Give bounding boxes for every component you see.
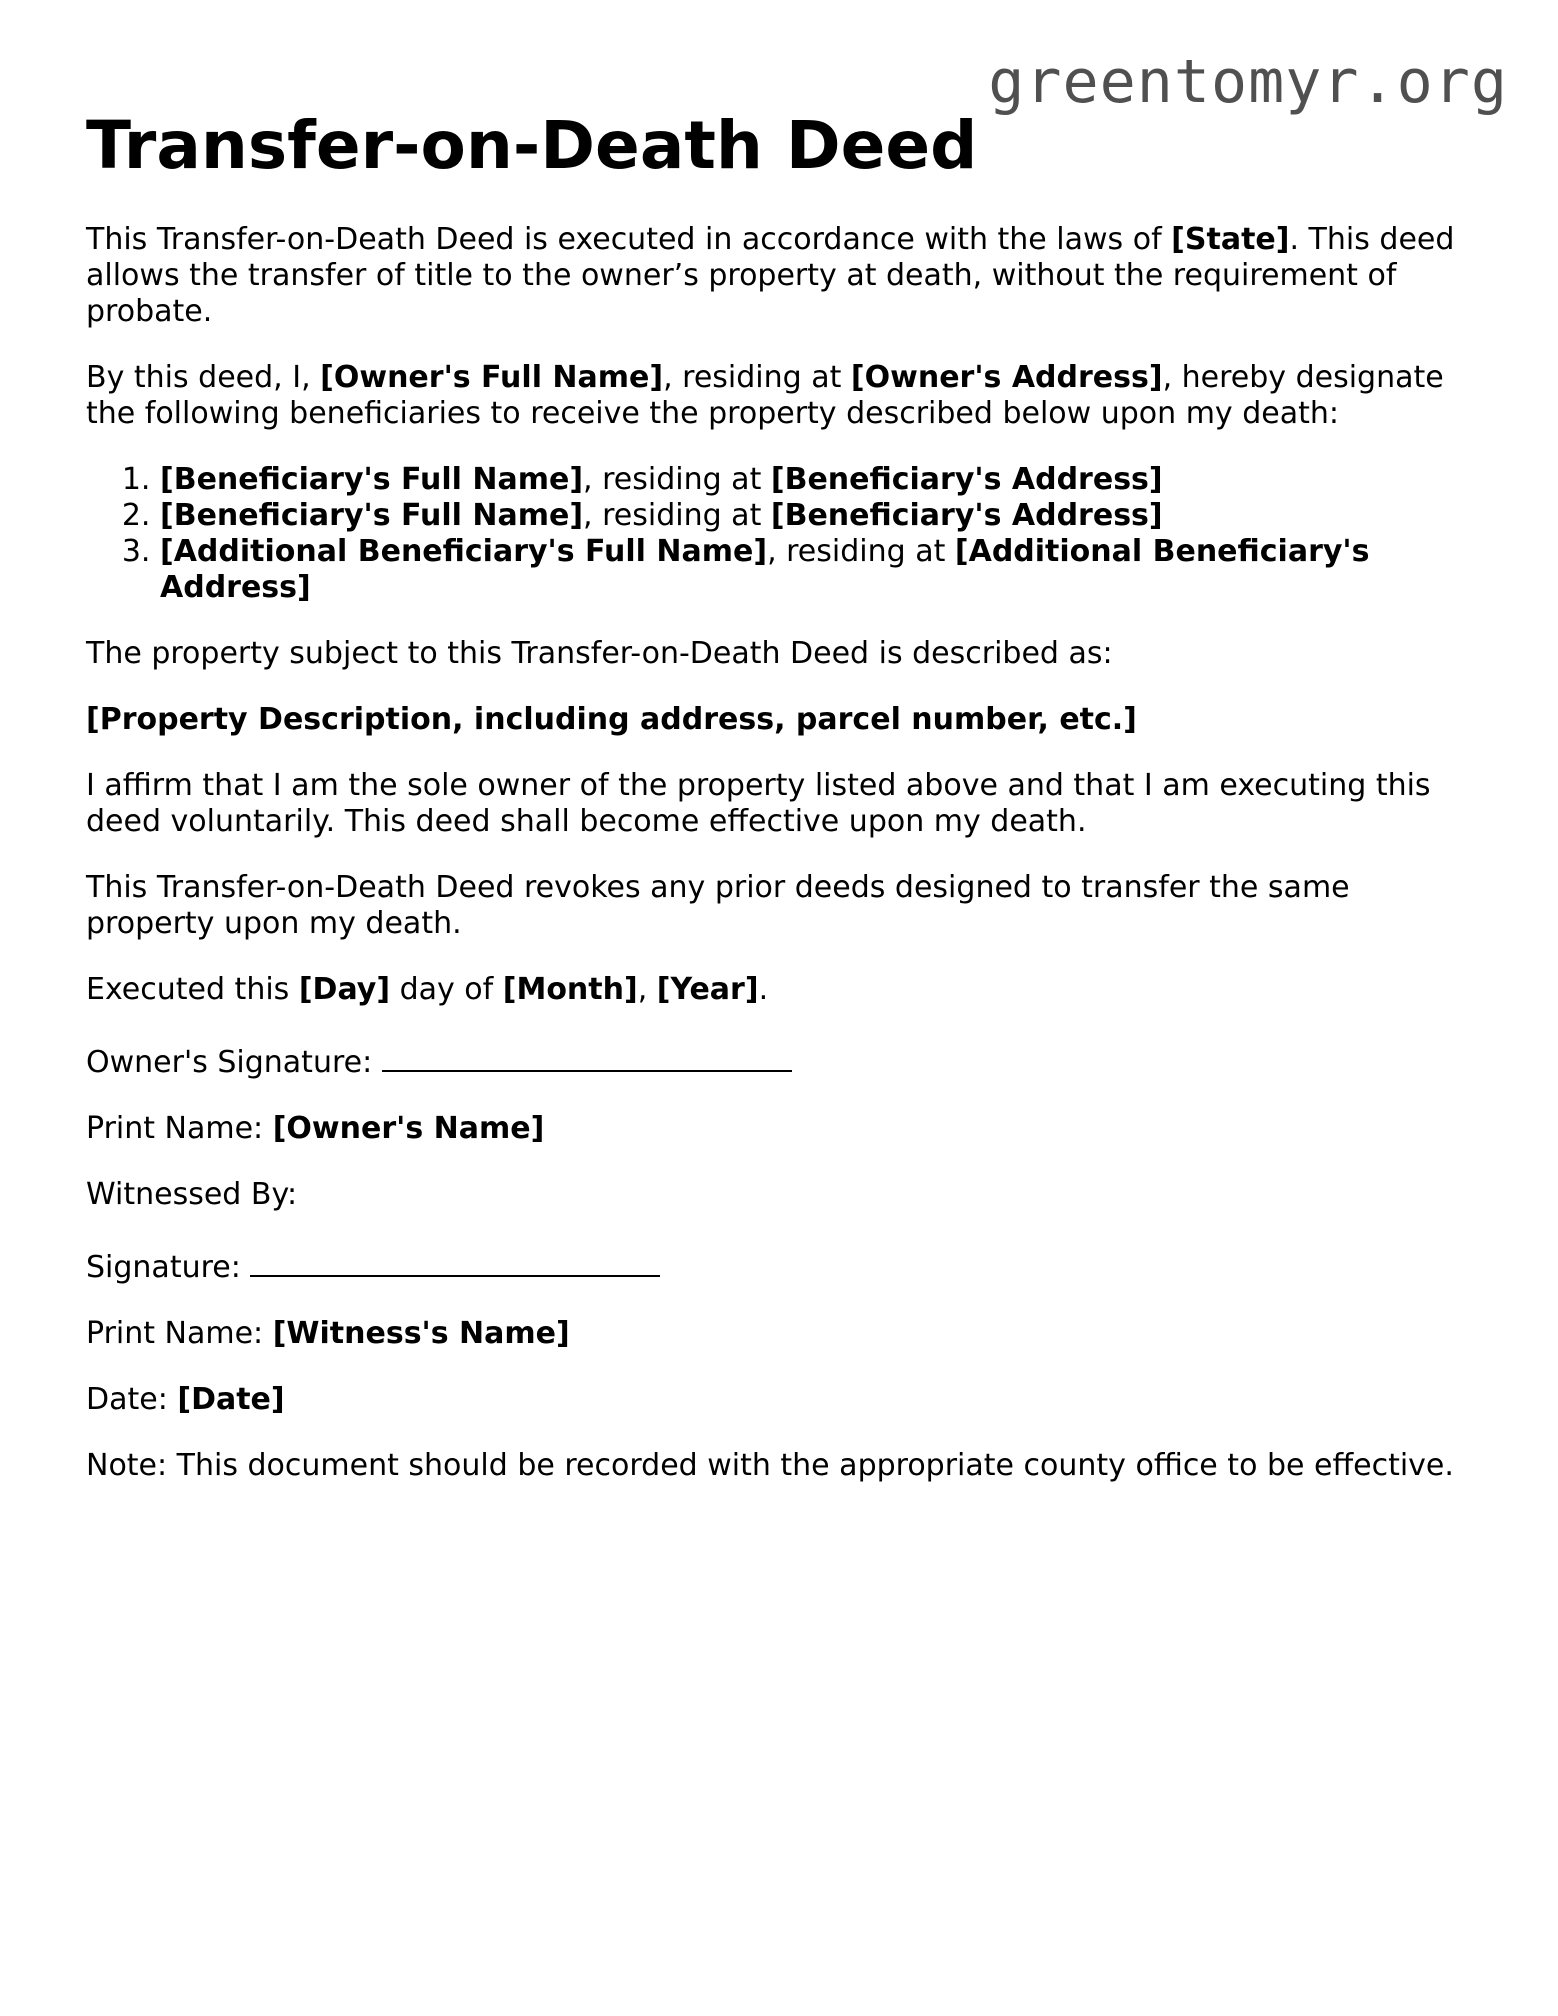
beneficiary-name: [Additional Beneficiary's Full Name] [160,534,768,569]
print-name-label: Print Name: [86,1316,273,1351]
executed-text-3: , [637,972,657,1007]
beneficiary-name: [Beneficiary's Full Name] [160,498,584,533]
property-description-placeholder [86,702,1466,738]
beneficiary-connector: , residing at [583,462,771,497]
state-placeholder: [State] [1171,222,1290,257]
owner-name-placeholder: [Owner's Name] [272,1111,545,1146]
document-title: Transfer-on-Death Deed [86,107,978,184]
month-placeholder: [Month] [502,972,638,1007]
day-placeholder: [Day] [298,972,391,1007]
beneficiary-item [160,534,1466,606]
designation-paragraph [86,360,1466,432]
beneficiary-address: [Beneficiary's Address] [770,498,1163,533]
beneficiary-item [160,498,1466,534]
witness-signature-blank[interactable] [250,1243,660,1277]
witness-name-placeholder: [Witness's Name] [272,1316,570,1351]
owner-address-placeholder: [Owner's Address] [850,360,1163,395]
beneficiary-connector: , residing at [583,498,771,533]
designation-text-1: By this deed, I, [86,360,321,395]
date-line [86,1382,1466,1418]
owner-signature-blank[interactable] [382,1038,792,1072]
date-label: Date: [86,1382,178,1417]
affirmation-paragraph: I affirm that I am the sole owner of the property listed above and that I am executing this deed voluntarily. This deed shall become effective upon my death. [86,768,1431,839]
year-placeholder: [Year] [656,972,759,1007]
beneficiary-address: [Beneficiary's Address] [770,462,1163,497]
beneficiary-name: [Beneficiary's Full Name] [160,462,584,497]
beneficiary-item [160,462,1466,498]
owner-full-name-placeholder: [Owner's Full Name] [320,360,664,395]
executed-text-1: Executed this [86,972,299,1007]
date-placeholder: [Date] [177,1382,285,1417]
witnessed-by-label: Witnessed By: [86,1177,298,1212]
beneficiary-connector: , residing at [767,534,955,569]
owner-print-name-line [86,1111,1466,1147]
executed-text-4: . [758,972,769,1007]
intro-text-2: . This deed allows the transfer of title to the owner’s property at death, without the requirement of probate. [86,222,1455,329]
owner-signature-label: Owner's Signature: [86,1045,382,1080]
property-description: [Property Description, including address, parcel number, etc.] [86,702,1137,737]
witness-print-name-line [86,1316,1466,1352]
revocation-paragraph: This Transfer-on-Death Deed revokes any prior deeds designed to transfer the same property upon my death. [86,870,1350,941]
print-name-label: Print Name: [86,1111,273,1146]
designation-text-3: , hereby designate the following beneficiaries to receive the property described below upon my death: [86,360,1444,431]
witness-signature-line [86,1243,1466,1286]
beneficiary-list [86,462,1466,606]
executed-text-2: day of [390,972,503,1007]
deed-document [86,108,1466,1514]
watermark: greentomyr.org [988,47,1508,117]
executed-line [86,972,1466,1008]
note-paragraph: Note: This document should be recorded with the appropriate county office to be effective. [86,1448,1454,1483]
intro-paragraph [86,222,1466,330]
beneficiary-address: [Additional Beneficiary's Address] [160,534,1370,605]
intro-text-1: This Transfer-on-Death Deed is executed in accordance with the laws of [86,222,1172,257]
signature-label: Signature: [86,1250,251,1285]
designation-text-2: , residing at [663,360,851,395]
property-intro: The property subject to this Transfer-on-Death Deed is described as: [86,636,1113,671]
owner-signature-line [86,1038,1466,1081]
